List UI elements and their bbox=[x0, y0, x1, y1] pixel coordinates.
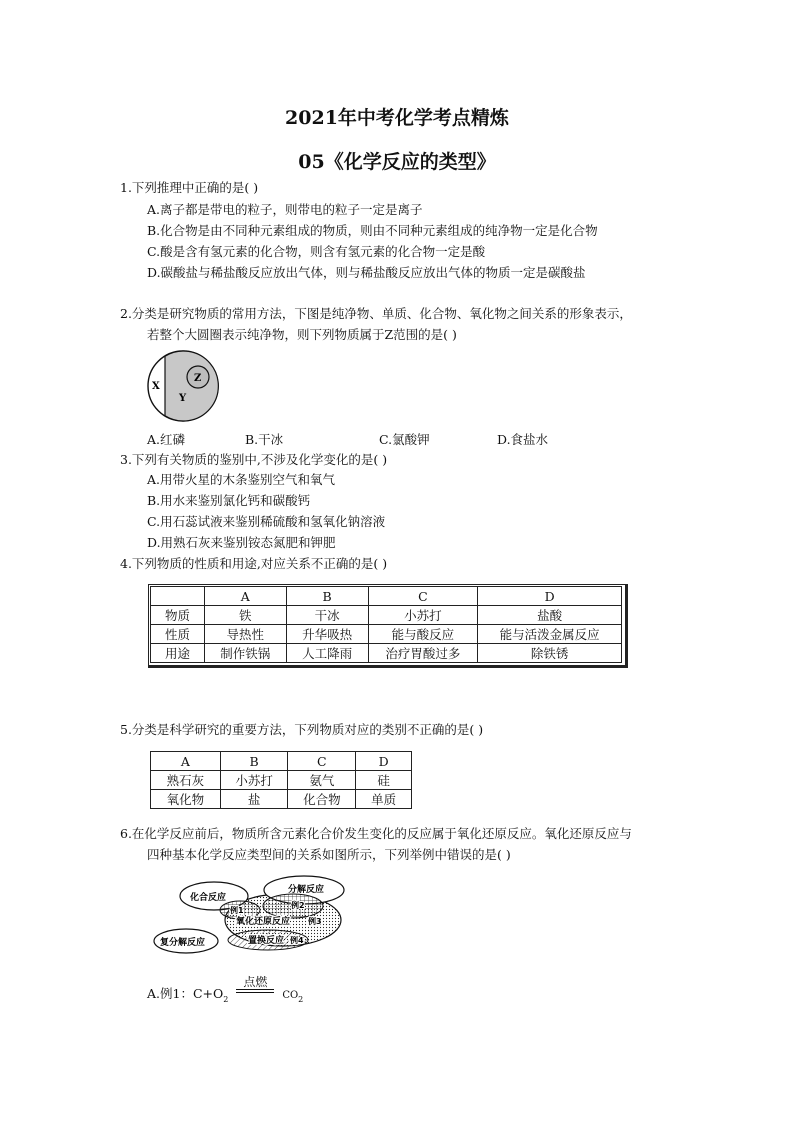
reaction-type-venn-diagram bbox=[148, 872, 368, 956]
table-cell: 能与酸反应 bbox=[368, 625, 478, 644]
table-cell: 氧化物 bbox=[151, 790, 221, 809]
question-3-option-c: C.用石蕊试液来鉴别稀硫酸和氢氧化钠溶液 bbox=[147, 514, 386, 529]
table-header-cell: C bbox=[288, 752, 356, 771]
table-cell: 干冰 bbox=[286, 606, 368, 625]
label-decomposition: 分解反应 bbox=[288, 885, 325, 895]
label-redox: 氧化还原反应 bbox=[236, 917, 291, 927]
label-x: X bbox=[152, 381, 160, 392]
question-3-option-a: A.用带火星的木条鉴别空气和氧气 bbox=[147, 472, 336, 487]
question-6-option-a bbox=[147, 972, 304, 1004]
label-example-4: 例4 bbox=[290, 936, 304, 945]
table-cell: 除铁锈 bbox=[478, 644, 622, 663]
table-header-row bbox=[151, 587, 622, 606]
table-row bbox=[151, 625, 622, 644]
label-example-2: 例2 bbox=[291, 901, 305, 910]
question-2-option-a: A.红磷 bbox=[147, 432, 186, 447]
table-cell: 氨气 bbox=[288, 771, 356, 790]
question-1-option-b: B.化合物是由不同种元素组成的物质，则由不同种元素组成的纯净物一定是化合物 bbox=[147, 223, 598, 238]
equation-condition-arrow bbox=[234, 973, 276, 990]
question-4-stem: 4.下列物质的性质和用途,对应关系不正确的是( ) bbox=[120, 556, 388, 571]
equation-condition: 点燃 bbox=[243, 975, 268, 989]
table-header-cell: A bbox=[151, 752, 221, 771]
table-header-cell: D bbox=[478, 587, 622, 606]
table-cell: 制作铁锅 bbox=[204, 644, 286, 663]
question-2-stem-line1: 2.分类是研究物质的常用方法，下图是纯净物、单质、化合物、氧化物之间关系的形象表示， bbox=[120, 306, 632, 321]
question-2-stem-line2: 若整个大圆圈表示纯净物，则下列物质属于Z范围的是( ) bbox=[147, 327, 457, 342]
question-3-option-b: B.用水来鉴别氯化钙和碳酸钙 bbox=[147, 493, 311, 508]
table-cell: 小苏打 bbox=[368, 606, 478, 625]
question-3-option-d: D.用熟石灰来鉴别铵态氮肥和钾肥 bbox=[147, 535, 336, 550]
table-row bbox=[151, 790, 412, 809]
table-cell: 铁 bbox=[204, 606, 286, 625]
table-cell: 能与活泼金属反应 bbox=[478, 625, 622, 644]
table-header-cell bbox=[151, 587, 205, 606]
label-combination: 化合反应 bbox=[190, 893, 227, 903]
table-header-row bbox=[151, 752, 412, 771]
table-cell: 物质 bbox=[151, 606, 205, 625]
document-title: 2021年中考化学考点精炼 bbox=[285, 107, 509, 129]
question-6-stem-line1: 6.在化学反应前后，物质所含元素化合价发生变化的反应属于氧化还原反应。氧化还原反应与 bbox=[120, 826, 632, 841]
question-2-option-b: B.干冰 bbox=[245, 432, 284, 447]
table-header-cell: B bbox=[220, 752, 288, 771]
document-subtitle: 05《化学反应的类型》 bbox=[298, 151, 496, 173]
label-z: Z bbox=[194, 373, 202, 384]
table-cell: 人工降雨 bbox=[286, 644, 368, 663]
equation-product: CO bbox=[282, 990, 299, 1001]
table-cell: 小苏打 bbox=[220, 771, 288, 790]
equation-reactants: A.例1：C+O bbox=[147, 986, 224, 1001]
label-example-3: 例3 bbox=[308, 917, 322, 926]
table-header-cell: A bbox=[204, 587, 286, 606]
table-cell: 单质 bbox=[356, 790, 412, 809]
table-row bbox=[151, 644, 622, 663]
table-cell: 治疗胃酸过多 bbox=[368, 644, 478, 663]
question-6-stem-line2: 四种基本化学反应类型间的关系如图所示，下列举例中错误的是( ) bbox=[147, 847, 511, 862]
question-1-option-c: C.酸是含有氢元素的化合物，则含有氢元素的化合物一定是酸 bbox=[147, 244, 486, 259]
label-example-1: 例1 bbox=[230, 906, 244, 915]
table-cell: 盐酸 bbox=[478, 606, 622, 625]
property-usage-table bbox=[150, 586, 622, 663]
question-1-option-a: A.离子都是带电的粒子，则带电的粒子一定是离子 bbox=[147, 202, 423, 217]
question-2-option-c: C.氯酸钾 bbox=[379, 432, 430, 447]
table-cell: 盐 bbox=[220, 790, 288, 809]
question-3-stem: 3.下列有关物质的鉴别中,不涉及化学变化的是( ) bbox=[120, 452, 388, 467]
classification-table bbox=[150, 751, 412, 809]
table-row bbox=[151, 771, 412, 790]
equation-product-subscript: 2 bbox=[298, 994, 304, 1004]
table-cell: 用途 bbox=[151, 644, 205, 663]
purity-classification-diagram bbox=[145, 348, 225, 424]
question-1-option-d: D.碳酸盐与稀盐酸反应放出气体，则与稀盐酸反应放出气体的物质一定是碳酸盐 bbox=[147, 265, 586, 280]
question-5-stem: 5.分类是科学研究的重要方法，下列物质对应的类别不正确的是( ) bbox=[120, 722, 484, 737]
table-row bbox=[151, 606, 622, 625]
table-header-cell: C bbox=[368, 587, 478, 606]
label-y: Y bbox=[179, 393, 187, 404]
label-double-decomposition: 复分解反应 bbox=[160, 938, 206, 948]
table-cell: 导热性 bbox=[204, 625, 286, 644]
question-1-stem: 1.下列推理中正确的是( ) bbox=[120, 180, 259, 195]
table-header-cell: D bbox=[356, 752, 412, 771]
equation-subscript: 2 bbox=[223, 994, 229, 1004]
table-cell: 化合物 bbox=[288, 790, 356, 809]
table-cell: 性质 bbox=[151, 625, 205, 644]
question-2-option-d: D.食盐水 bbox=[497, 432, 549, 447]
table-header-cell: B bbox=[286, 587, 368, 606]
table-cell: 熟石灰 bbox=[151, 771, 221, 790]
table-cell: 硅 bbox=[356, 771, 412, 790]
table-cell: 升华吸热 bbox=[286, 625, 368, 644]
label-replacement: 置换反应 bbox=[248, 936, 285, 946]
